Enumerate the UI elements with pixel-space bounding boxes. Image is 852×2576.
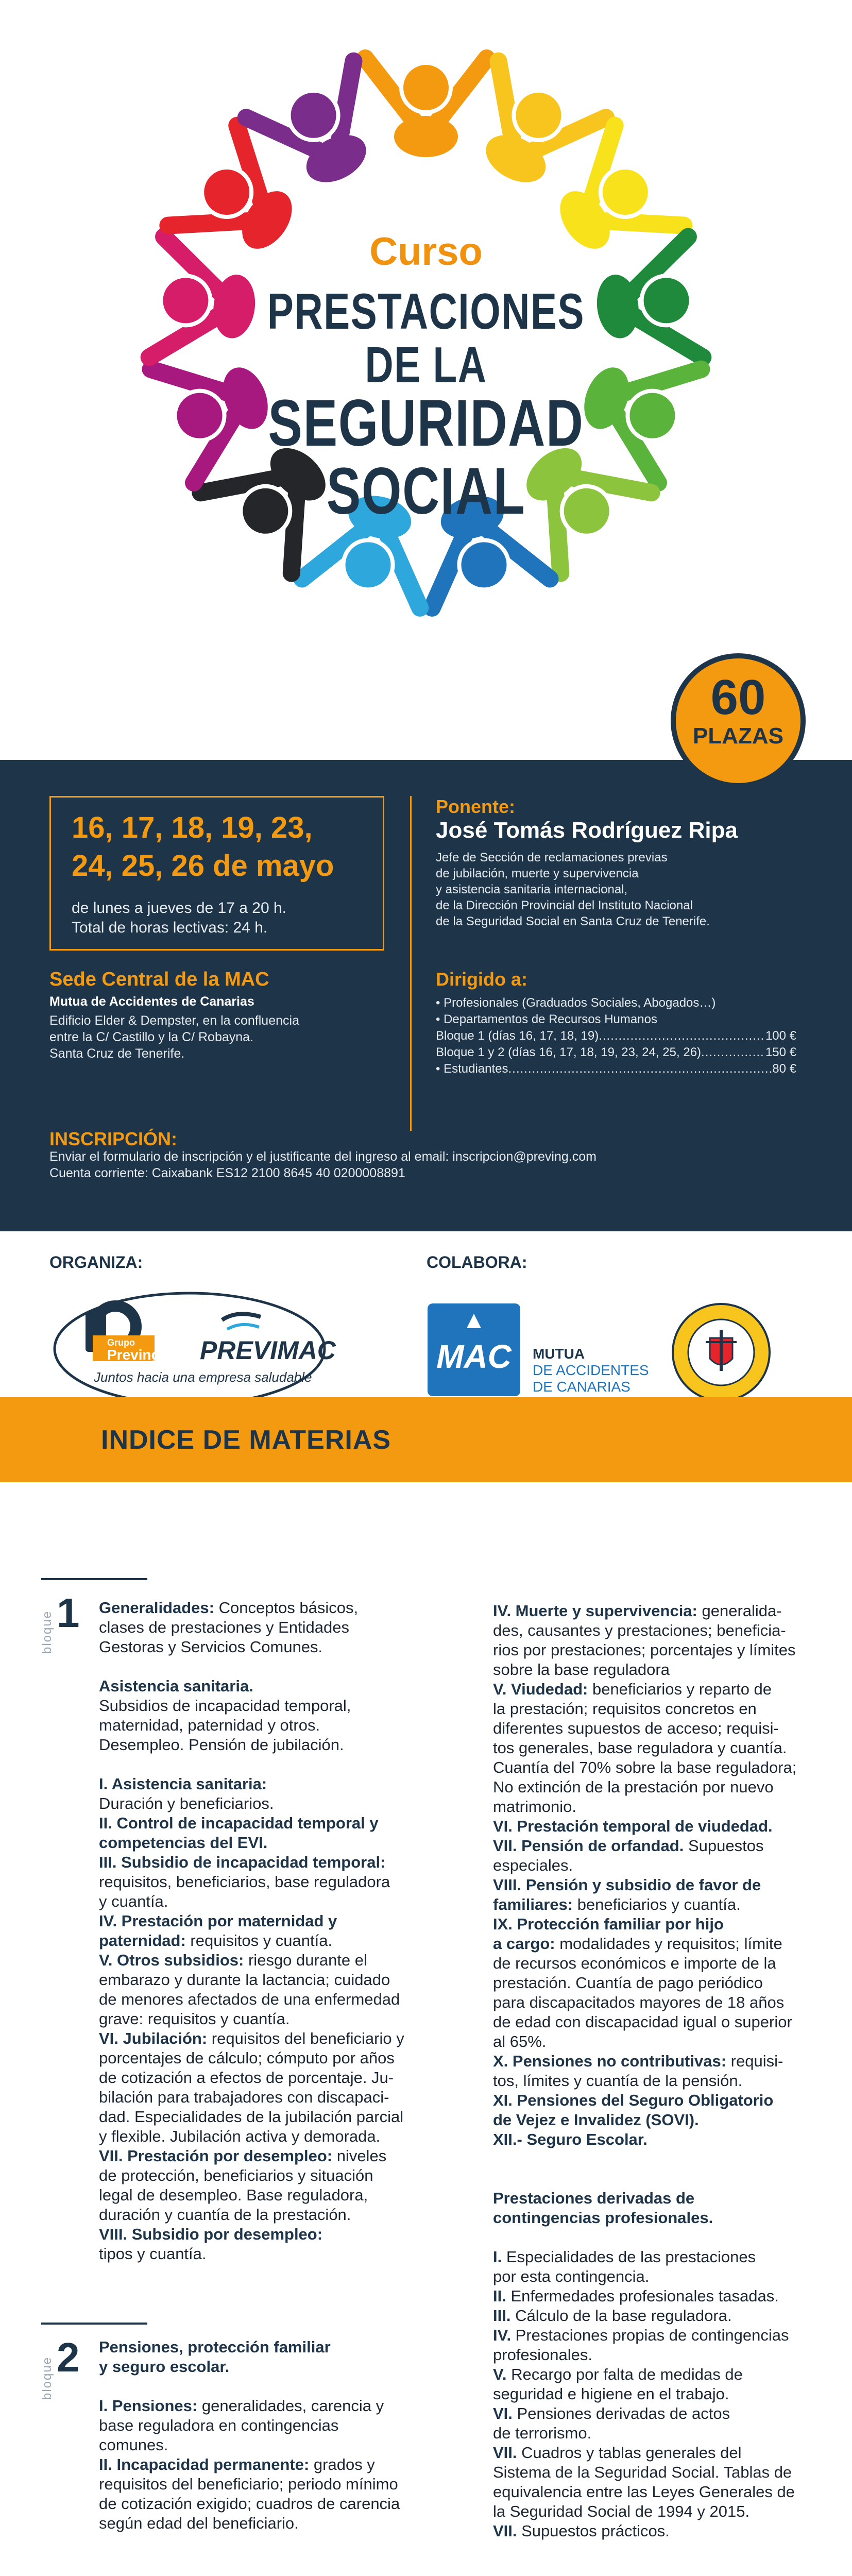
info-band <box>0 760 852 1231</box>
person-head <box>202 167 251 217</box>
person-head <box>601 167 650 217</box>
preving-name-text: Preving <box>107 1347 160 1363</box>
index-entry: Pensiones, protección familiar y seguro escolar. <box>99 2338 331 2376</box>
speaker-desc-line-3: y asistencia sanitaria internacional, <box>436 883 628 896</box>
preving-previmac-logo <box>49 1288 336 1409</box>
index-entry: Asistencia sanitaria. Subsidios de incapacidad temporal, maternidad, paternidad y otros. Desempleo. Pensión de jubilación. <box>99 1677 351 1754</box>
bloque-1-number: 1 <box>57 1590 80 1636</box>
price-row <box>436 1044 796 1061</box>
person-arm <box>168 220 267 226</box>
speaker-desc-line-1: Jefe de Sección de reclamaciones previas <box>436 851 668 865</box>
audience-heading: Dirigido a: <box>436 969 527 990</box>
colabora-label: COLABORA: <box>427 1253 527 1272</box>
index-entry: IV. Muerte y supervivencia: generalida- des, causantes y prestaciones; beneficia- rios por prestaciones; porcentajes y límites sobre la base reguladora V. Viudedad: beneficiarios y reparto de la prestación; requisitos concretos en diferentes supuestos de acceso; requisi- tos generales, base reguladora y cuantía. Cuantía del 70% sobre la base reguladora; No extinción de la prestación por nuevo matrimonio. VI. Prestación temporal de viudedad. VII. Pensión de orfandad. Supuestos especiales. VIII. Pensión y subsidio de favor de familiares: beneficiarios y cuantía. IX. Protección familiar por hijo a cargo: modalidades y requisitos; límite de recursos económicos e importe de la prestación. Cuantía de pago periódico para discapacitados mayores de 18 años de edad con discapacidad igual o superior al 65%. X. Pensiones no contributivas: requisi- tos, límites y cuantía de la pensión. XI. Pensiones del Seguro Obligatorio de Vejez e Invalidez (SOVI). XII.- Seguro Escolar. <box>493 1602 797 2148</box>
bloque-2-number: 2 <box>57 2334 80 2380</box>
mac-name-line-3: DE CANARIAS <box>533 1379 631 1395</box>
bloque-2-label: bloque <box>40 2356 54 2400</box>
places-badge <box>671 653 806 788</box>
speaker-desc-line-5: de la Seguridad Social en Santa Cruz de Tenerife. <box>436 914 710 928</box>
index-entry: I. Pensiones: generalidades, carencia y base reguladora en contingencias comunes. II. Incapacidad permanente: grados y requisitos del beneficiario; periodo mínimo de cotización exigido; cuadros de carencia según edad del beneficiario. <box>99 2397 400 2532</box>
person-figure <box>365 58 487 157</box>
venue-name: Mutua de Accidentes de Canarias <box>49 994 254 1009</box>
places-number: 60 <box>710 670 766 725</box>
schedule <box>72 899 286 938</box>
index-entry: I. Asistencia sanitaria: Duración y beneficiarios. II. Control de incapacidad temporal y competencias del EVI. III. Subsidio de incapacidad temporal: requisitos, beneficiarios, base reguladora y cuantía. IV. Prestación por maternidad y paternidad: requisitos y cuantía. V. Otros subsidios: riesgo durante el embarazo y durante la lactancia; cuidado de menores afectados de una enfermedad grave: requisitos y cuantía. VI. Jubilación: requisitos del beneficiario y porcentajes de cálculo; cómputo por años de cotización a efectos de porcentaje. Ju- bilación para trabajadores con discapaci- dad. Especialidades de la jubilación parcial y flexible. Jubilación activa y demorada. VII. Prestación por desempleo: niveles de protección, beneficiarios y situación legal de desempleo. Base reguladora, duración y cuantía de la prestación. VIII. Subsidio por desempleo: tipos y cuantía. <box>99 1775 404 2263</box>
venue-address <box>49 1012 299 1062</box>
dates-line-1: 16, 17, 18, 19, 23, <box>72 811 313 844</box>
index-column-left-bloque2 <box>99 2337 439 2533</box>
index-entry: Generalidades: Conceptos básicos, clases de prestaciones y Entidades Gestoras y Servicios Comunes. <box>99 1599 359 1656</box>
index-title: INDICE DE MATERIAS <box>101 1425 391 1455</box>
dates-line-2: 24, 25, 26 de mayo <box>72 849 334 883</box>
schedule-line-1: de lunes a jueves de 17 a 20 h. <box>72 900 286 917</box>
places-label: PLAZAS <box>693 723 783 749</box>
person-arm <box>585 220 684 226</box>
price-row <box>436 1061 796 1077</box>
speaker-desc-line-4: de la Dirección Provincial del Instituto Nacional <box>436 899 693 912</box>
bloque-1-label: bloque <box>40 1610 54 1654</box>
colegio-seal-graphic <box>670 1301 773 1404</box>
audience-item: • Profesionales (Graduados Sociales, Abogados…) <box>436 996 716 1010</box>
registration-heading: INSCRIPCIÓN: <box>49 1128 178 1149</box>
course-title-line-1: PRESTACIONES <box>267 283 585 340</box>
price-leader <box>599 1028 765 1044</box>
course-title-line-2: DE LA <box>365 336 487 393</box>
dates-box <box>49 796 384 951</box>
price-label: Bloque 1 y 2 (días 16, 17, 18, 19, 23, 24, 25, 26) <box>436 1045 702 1059</box>
speaker-heading: Ponente: <box>436 796 516 817</box>
registration-instructions: Enviar el formulario de inscripción y el justificante del ingreso al email: inscripcion@preving.com <box>49 1149 597 1164</box>
venue-heading: Sede Central de la MAC <box>49 969 269 990</box>
bloque-1-rule <box>41 1578 147 1580</box>
preving-tagline: Juntos hacia una empresa saludable <box>94 1369 312 1385</box>
index-entry: Prestaciones derivadas de contingencias profesionales. <box>493 2189 713 2227</box>
person-head <box>459 540 508 589</box>
audience-list <box>436 995 796 1077</box>
colegio-seal <box>670 1301 773 1404</box>
course-kicker: Curso <box>369 230 483 274</box>
person-head <box>514 91 563 140</box>
course-title-line-4: SOCIAL <box>326 454 526 528</box>
course-title-line-3: SEGURIDAD <box>268 386 584 460</box>
price-row <box>436 1028 796 1044</box>
venue-address-line-1: Edificio Elder & Dempster, en la confluencia <box>49 1013 299 1028</box>
audience-item: • Departamentos de Recursos Humanos <box>436 1012 657 1026</box>
preving-group-text: Grupo <box>107 1337 135 1348</box>
price-label: • Estudiantes <box>436 1062 508 1076</box>
mac-name-line-2: DE ACCIDENTES <box>533 1362 649 1378</box>
price-label: Bloque 1 (días 16, 17, 18, 19) <box>436 1029 599 1043</box>
venue-address-line-2: entre la C/ Castillo y la C/ Robayna. <box>49 1030 254 1044</box>
previmac-name-text: PREVIMAC <box>200 1336 336 1365</box>
person-figure <box>246 61 374 192</box>
person-head <box>401 63 451 112</box>
speaker-description <box>436 850 710 929</box>
mac-name-rest <box>533 1362 649 1395</box>
mac-logo-text: MAC <box>436 1338 512 1375</box>
speaker-name: José Tomás Rodríguez Ripa <box>436 818 738 843</box>
organiza-label: ORGANIZA: <box>49 1253 143 1272</box>
price-value: 150 € <box>765 1045 796 1059</box>
index-entry: I. Especialidades de las prestaciones por esta contingencia. II. Enfermedades profesionales tasadas. III. Cálculo de la base reguladora. IV. Prestaciones propias de contingencias profesionales. V. Recargo por falta de medidas de seguridad e higiene en el trabajo. VI. Pensiones derivadas de actos de terrorismo. VII. Cuadros y tablas generales del Sistema de la Seguridad Social. Tablas de equivalencia entre las Leyes Generales de la Seguridad Social de 1994 y 2015. VII. Supuestos prácticos. <box>493 2248 795 2540</box>
index-column-left <box>99 1598 439 2264</box>
course-dates <box>72 809 381 885</box>
mac-logo <box>428 1303 520 1396</box>
bloque-2-rule <box>41 2323 147 2325</box>
person-head <box>344 540 393 589</box>
venue-address-line-3: Santa Cruz de Tenerife. <box>49 1046 185 1061</box>
price-value: 100 € <box>765 1029 796 1043</box>
price-leader <box>701 1044 765 1061</box>
person-figure <box>478 61 606 192</box>
registration-account: Cuenta corriente: Caixabank ES12 2100 8645 40 0200008891 <box>49 1166 405 1180</box>
schedule-line-2: Total de horas lectivas: 24 h. <box>72 919 268 936</box>
hero-section <box>0 0 852 760</box>
mac-name-line-1: MUTUA <box>533 1346 585 1362</box>
mac-name <box>533 1346 585 1362</box>
price-value: 80 € <box>772 1062 796 1076</box>
person-head <box>289 91 338 140</box>
column-divider <box>410 796 412 1131</box>
price-leader <box>508 1061 772 1077</box>
index-column-right <box>493 1601 812 2541</box>
speaker-desc-line-2: de jubilación, muerte y supervivencia <box>436 867 639 880</box>
